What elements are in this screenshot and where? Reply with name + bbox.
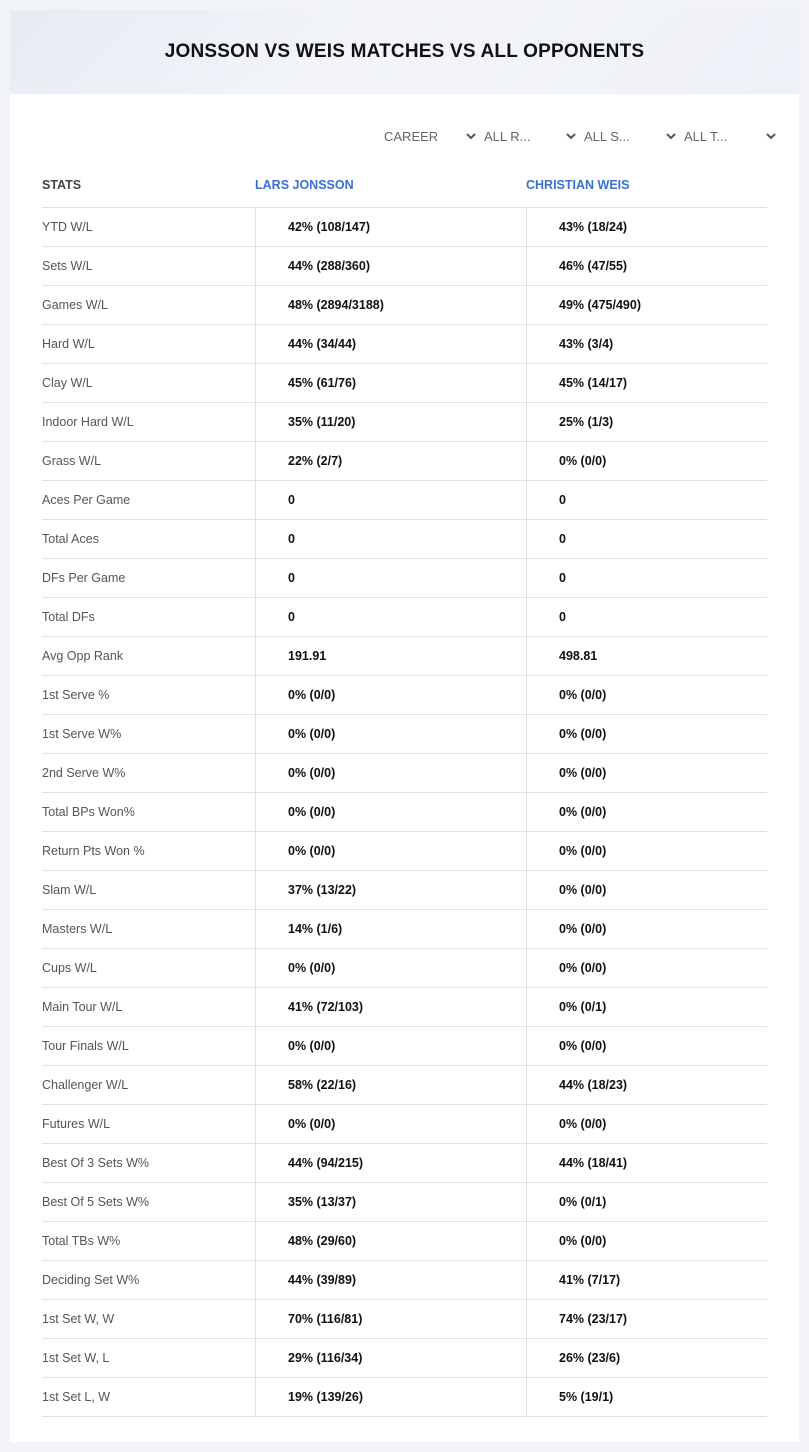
page-title: JONSSON VS WEIS MATCHES VS ALL OPPONENTS — [164, 41, 645, 62]
stat-label: Total Aces — [42, 532, 99, 546]
player2-value: 0% (0/0) — [526, 1027, 767, 1065]
table-row — [42, 793, 767, 832]
player1-value: 29% (116/34) — [255, 1339, 526, 1377]
stat-label: 1st Serve % — [42, 688, 110, 702]
table-row — [42, 325, 767, 364]
round-filter-value: ALL R... — [484, 128, 531, 144]
player1-value: 41% (72/103) — [255, 988, 526, 1026]
player2-value: 0% (0/0) — [526, 1222, 767, 1260]
table-row — [42, 559, 767, 598]
stat-label: Total BPs Won% — [42, 805, 135, 819]
stat-label: YTD W/L — [42, 220, 93, 234]
player2-value: 0% (0/0) — [526, 793, 767, 831]
player1-value: 191.91 — [255, 637, 526, 675]
table-row — [42, 1378, 767, 1417]
stat-label: 2nd Serve W% — [42, 766, 126, 780]
player2-value: 0% (0/0) — [526, 442, 767, 480]
tournament-filter-select[interactable] — [680, 126, 780, 146]
player2-value: 25% (1/3) — [526, 403, 767, 441]
player2-value: 43% (3/4) — [526, 325, 767, 363]
table-header — [42, 162, 767, 208]
player2-value: 45% (14/17) — [526, 364, 767, 402]
stats-card — [10, 10, 799, 1442]
player1-value: 48% (2894/3188) — [255, 286, 526, 324]
player2-value: 0% (0/0) — [526, 1105, 767, 1143]
table-row — [42, 637, 767, 676]
stat-label: Return Pts Won % — [42, 844, 145, 858]
player2-value: 0% (0/0) — [526, 871, 767, 909]
stat-label: Avg Opp Rank — [42, 649, 124, 663]
player2-value: 0% (0/0) — [526, 910, 767, 948]
player1-value: 0% (0/0) — [255, 676, 526, 714]
stat-label: 1st Set L, W — [42, 1390, 111, 1404]
table-row — [42, 247, 767, 286]
table-row — [42, 910, 767, 949]
player2-value: 0% (0/0) — [526, 754, 767, 792]
stat-label: Cups W/L — [42, 961, 97, 975]
stat-label: Clay W/L — [42, 376, 93, 390]
player1-value: 35% (13/37) — [255, 1183, 526, 1221]
table-row — [42, 1027, 767, 1066]
player2-value: 5% (19/1) — [526, 1378, 767, 1416]
player2-value: 0 — [526, 520, 767, 558]
chevron-down-icon — [464, 129, 478, 143]
player1-value: 0% (0/0) — [255, 1027, 526, 1065]
period-filter-select[interactable] — [380, 126, 480, 146]
player2-value: 0% (0/0) — [526, 715, 767, 753]
stat-label: Challenger W/L — [42, 1078, 129, 1092]
table-row — [42, 754, 767, 793]
player1-value: 35% (11/20) — [255, 403, 526, 441]
table-row — [42, 1339, 767, 1378]
table-row — [42, 1261, 767, 1300]
player2-value: 43% (18/24) — [526, 208, 767, 246]
surface-filter-select[interactable] — [580, 126, 680, 146]
player2-value: 44% (18/41) — [526, 1144, 767, 1182]
table-row — [42, 1183, 767, 1222]
table-row — [42, 949, 767, 988]
player1-value: 0% (0/0) — [255, 715, 526, 753]
player2-value: 0% (0/0) — [526, 832, 767, 870]
player1-value: 70% (116/81) — [255, 1300, 526, 1338]
player1-value: 0% (0/0) — [255, 949, 526, 987]
chevron-down-icon — [564, 129, 578, 143]
table-row — [42, 481, 767, 520]
table-row — [42, 871, 767, 910]
player2-value: 74% (23/17) — [526, 1300, 767, 1338]
player1-value: 44% (288/360) — [255, 247, 526, 285]
player2-value: 46% (47/55) — [526, 247, 767, 285]
table-row — [42, 442, 767, 481]
stat-label: Masters W/L — [42, 922, 113, 936]
card-header — [10, 10, 799, 94]
table-row — [42, 520, 767, 559]
chevron-down-icon — [764, 129, 778, 143]
table-row — [42, 988, 767, 1027]
round-filter-select[interactable] — [480, 126, 580, 146]
player2-value: 0 — [526, 559, 767, 597]
stat-label: Deciding Set W% — [42, 1273, 140, 1287]
table-row — [42, 1066, 767, 1105]
player2-value: 26% (23/6) — [526, 1339, 767, 1377]
stats-table — [42, 162, 767, 1417]
table-row — [42, 1222, 767, 1261]
player1-value: 0% (0/0) — [255, 832, 526, 870]
player1-column-header[interactable]: LARS JONSSON — [255, 177, 354, 192]
table-row — [42, 598, 767, 637]
table-row — [42, 208, 767, 247]
stat-label: Hard W/L — [42, 337, 95, 351]
stat-label: Games W/L — [42, 298, 108, 312]
player2-value: 0% (0/0) — [526, 676, 767, 714]
player2-value: 0 — [526, 598, 767, 636]
player2-value: 44% (18/23) — [526, 1066, 767, 1104]
tournament-filter-value: ALL T... — [684, 128, 728, 144]
table-row — [42, 286, 767, 325]
stat-label: 1st Set W, W — [42, 1312, 115, 1326]
stat-label: Grass W/L — [42, 454, 102, 468]
stat-label: Futures W/L — [42, 1117, 111, 1131]
player2-value: 49% (475/490) — [526, 286, 767, 324]
player1-value: 0% (0/0) — [255, 793, 526, 831]
player2-value: 41% (7/17) — [526, 1261, 767, 1299]
period-filter-value: CAREER — [384, 128, 439, 144]
table-row — [42, 1144, 767, 1183]
player2-value: 0% (0/1) — [526, 1183, 767, 1221]
player2-value: 0% (0/0) — [526, 949, 767, 987]
stat-label: 1st Set W, L — [42, 1351, 110, 1365]
player1-value: 14% (1/6) — [255, 910, 526, 948]
player1-value: 44% (34/44) — [255, 325, 526, 363]
player1-value: 37% (13/22) — [255, 871, 526, 909]
table-body — [42, 208, 767, 1417]
player1-value: 0% (0/0) — [255, 754, 526, 792]
stat-label: DFs Per Game — [42, 571, 126, 585]
stat-label: Total DFs — [42, 610, 95, 624]
player1-value: 45% (61/76) — [255, 364, 526, 402]
player1-value: 48% (29/60) — [255, 1222, 526, 1260]
player1-value: 0% (0/0) — [255, 1105, 526, 1143]
stat-label: Aces Per Game — [42, 493, 131, 507]
stat-label: Total TBs W% — [42, 1234, 121, 1248]
player1-value: 42% (108/147) — [255, 208, 526, 246]
stat-label: Best Of 5 Sets W% — [42, 1195, 149, 1209]
player2-value: 0% (0/1) — [526, 988, 767, 1026]
stat-label: Best Of 3 Sets W% — [42, 1156, 149, 1170]
player1-value: 0 — [255, 559, 526, 597]
player2-value: 0 — [526, 481, 767, 519]
stat-label: Tour Finals W/L — [42, 1039, 129, 1053]
player1-value: 22% (2/7) — [255, 442, 526, 480]
stat-label: Sets W/L — [42, 259, 93, 273]
player1-value: 0 — [255, 520, 526, 558]
stat-label: Indoor Hard W/L — [42, 415, 134, 429]
stats-column-header: STATS — [42, 177, 82, 192]
stat-label: Slam W/L — [42, 883, 97, 897]
stat-label: 1st Serve W% — [42, 727, 122, 741]
player1-value: 44% (39/89) — [255, 1261, 526, 1299]
player1-value: 0 — [255, 598, 526, 636]
table-row — [42, 676, 767, 715]
stat-label: Main Tour W/L — [42, 1000, 123, 1014]
player1-value: 44% (94/215) — [255, 1144, 526, 1182]
table-row — [42, 1300, 767, 1339]
surface-filter-value: ALL S... — [584, 128, 630, 144]
chevron-down-icon — [664, 129, 678, 143]
table-row — [42, 403, 767, 442]
table-row — [42, 1105, 767, 1144]
table-row — [42, 715, 767, 754]
table-row — [42, 364, 767, 403]
filter-bar — [380, 126, 780, 146]
table-row — [42, 832, 767, 871]
player1-value: 19% (139/26) — [255, 1378, 526, 1416]
player2-value: 498.81 — [526, 637, 767, 675]
player2-column-header[interactable]: CHRISTIAN WEIS — [526, 177, 630, 192]
player1-value: 0 — [255, 481, 526, 519]
player1-value: 58% (22/16) — [255, 1066, 526, 1104]
